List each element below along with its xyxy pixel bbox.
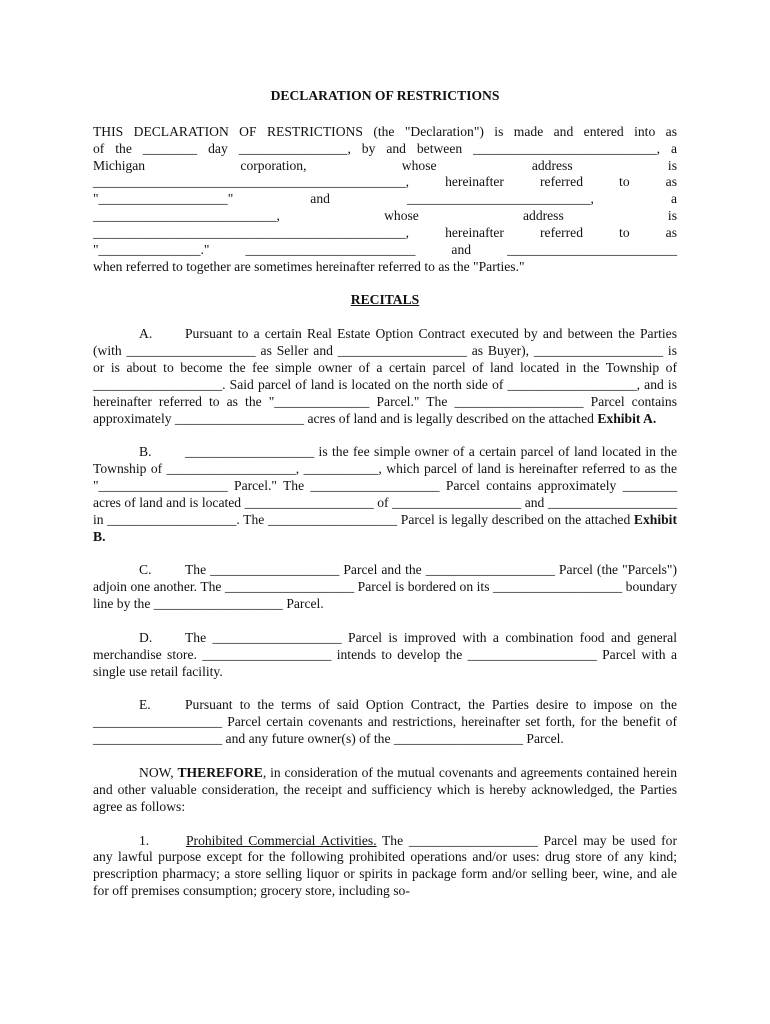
therefore-paragraph <box>93 765 677 816</box>
recital-c <box>93 562 677 613</box>
recital-a <box>93 326 677 427</box>
section-1-text: The ___________________ Parcel may be used for any lawful purpose except for the following prohibited operations and/or uses: drug store of any kind; prescription pharmacy; a store selling liquor or spirits in package form and/or selling beer, wine, and ale for off premises consumption; grocery store, including so- <box>93 832 677 899</box>
intro-line: "___________________" and ___________________________, a <box>93 191 677 207</box>
recital-e <box>93 697 677 748</box>
recital-a-label: A. <box>139 326 153 342</box>
recital-b <box>93 444 677 545</box>
exhibit-b-reference: Exhibit B. <box>93 511 677 544</box>
recital-e-label: E. <box>139 697 151 713</box>
section-1-number: 1. <box>139 832 150 848</box>
recital-e-text: Pursuant to the terms of said Option Contract, the Parties desire to impose on the ___________________ Parcel certain covenants and restrictions, hereinafter set forth, for the benefit of ___________________ and any future owner(s) of the ___________________ Parcel. <box>93 697 677 747</box>
intro-line: Michigan corporation, whose address is <box>93 157 677 173</box>
section-1 <box>93 833 677 900</box>
therefore-bold: THEREFORE <box>177 765 263 780</box>
section-1-heading: Prohibited Commercial Activities. <box>186 832 377 848</box>
therefore-text: , in consideration of the mutual covenants and agreements contained herein and other valuable consideration, the receipt and sufficiency which is hereby acknowledged, the Parties agree as follows: <box>93 765 678 814</box>
recital-c-text: The ___________________ Parcel and the ___________________ Parcel (the "Parcels") adjoin one another. The ___________________ Parcel is bordered on its ___________________ boundary line by the ___________________ Parcel. <box>93 562 677 612</box>
intro-line: ______________________________________________, hereinafter referred to as <box>93 174 677 190</box>
recital-a-text: Pursuant to a certain Real Estate Option Contract executed by and between the Parties (with ___________________ as Seller and ___________________ as Buyer), ___________________ is or is about to become the fee simple owner of a certain parcel of land located in the Township of ___________________. Said parcel of land is located on the north side of ___________________, and is hereinafter referred to as the "______________ Parcel." The ___________________ Parcel contains approximately ___________________ acres of land and is legally described on the attached <box>93 326 677 426</box>
recitals-heading: RECITALS <box>350 292 420 308</box>
intro-line-last: when referred to together are sometimes hereinafter referred to as the "Parties." <box>93 258 525 274</box>
recital-c-label: C. <box>139 562 152 578</box>
exhibit-a-reference: Exhibit A. <box>597 410 657 426</box>
intro-line: THIS DECLARATION OF RESTRICTIONS (the "Declaration") is made and entered into as <box>93 123 677 139</box>
intro-line: of the ________ day ________________, by and between ___________________________, a <box>93 140 677 156</box>
recital-b-label: B. <box>139 444 152 460</box>
recital-d <box>93 630 677 681</box>
recital-d-label: D. <box>139 629 153 645</box>
recital-b-text: ___________________ is the fee simple owner of a certain parcel of land located in the Township of ___________________, ___________, which parcel of land is hereinafter referred to as the "___________________ Parcel." The ___________________ Parcel contains approximately ________ acres of land and is located ___________________ of ___________________ and ___________________ in ___________________. The ___________________ Parcel is legally described on the attached <box>93 444 677 527</box>
therefore-lead: NOW, <box>139 765 178 780</box>
intro-line: ___________________________, whose address is <box>93 208 677 224</box>
intro-line: ______________________________________________, hereinafter referred to as <box>93 224 677 240</box>
intro-paragraph <box>93 124 677 276</box>
intro-line: "_______________." _________________________ and _________________________ <box>93 241 677 257</box>
document-title: DECLARATION OF RESTRICTIONS <box>270 88 500 103</box>
recital-d-text: The ___________________ Parcel is improved with a combination food and general merchandise store. ___________________ intends to develop the ___________________ Parcel with a single use retail facility. <box>93 629 677 679</box>
